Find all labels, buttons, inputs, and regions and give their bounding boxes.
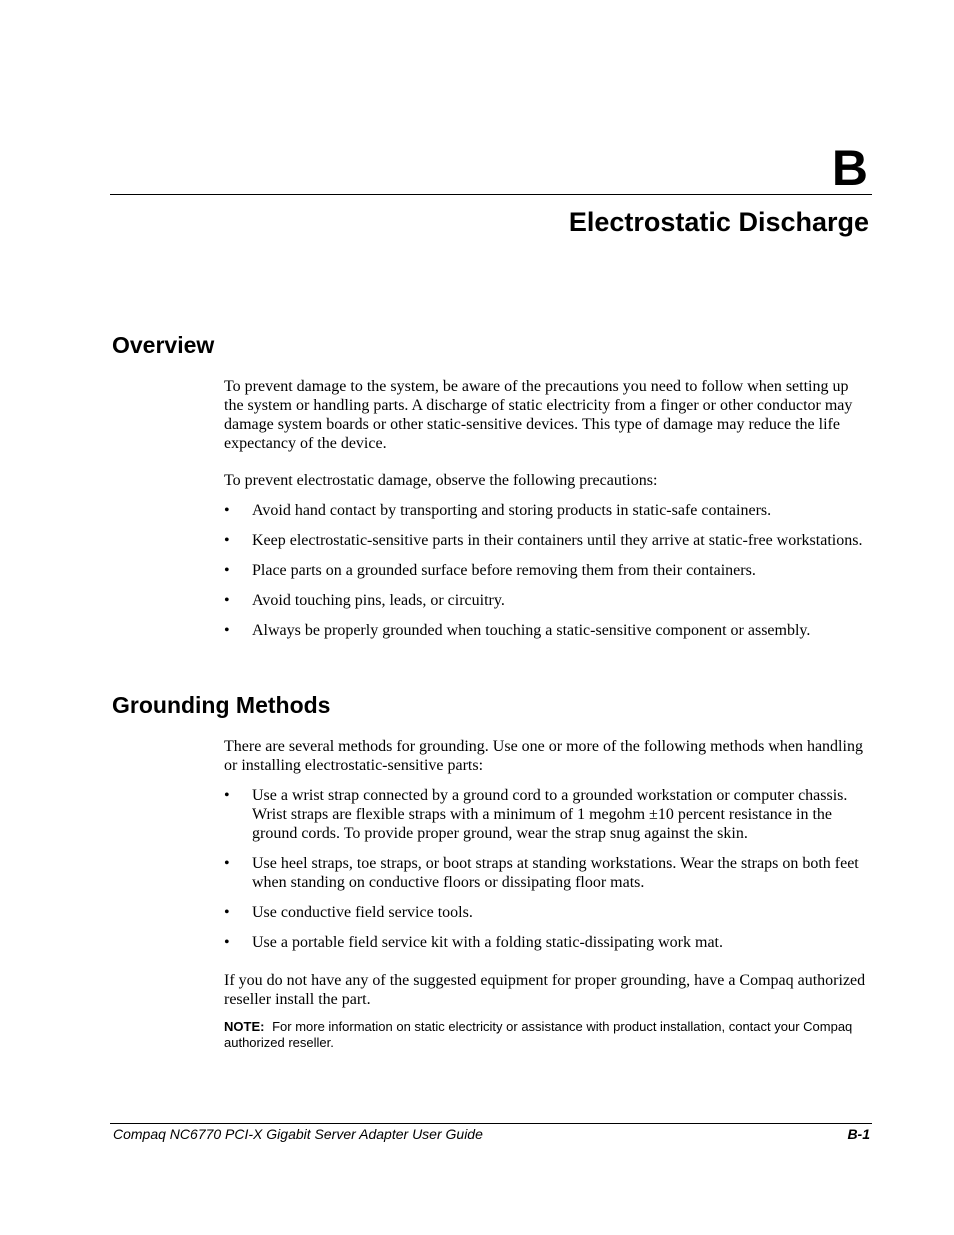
list-item [224, 903, 870, 922]
grounding-methods-heading: Grounding Methods [112, 692, 331, 718]
list-item [224, 933, 870, 952]
chapter-letter: B [831, 140, 868, 196]
bullet-icon: • [224, 787, 230, 804]
bullet-icon: • [224, 934, 230, 951]
list-item-text: Use a portable field service kit with a folding static-dissipating work mat. [252, 934, 723, 951]
list-item-text: Use conductive field service tools. [252, 904, 473, 921]
list-item-text: Use heel straps, toe straps, or boot straps at standing workstations. Wear the straps on both feet when standing on conductive floors or dissipating floor mats. [252, 855, 859, 891]
overview-paragraph: To prevent damage to the system, be aware of the precautions you need to follow when setting up the system or handling parts. A discharge of static electricity from a finger or other conductor may damage system boards or other static-sensitive devices. This type of damage may reduce the life expectancy of the device. [224, 378, 853, 452]
note-label: NOTE: [224, 1019, 265, 1034]
overview-section [224, 377, 870, 651]
list-item-text: Place parts on a grounded surface before removing them from their containers. [252, 562, 756, 579]
overview-heading: Overview [112, 332, 215, 358]
bullet-icon: • [224, 532, 230, 549]
bullet-icon: • [224, 502, 230, 519]
grounding-methods-section [224, 737, 870, 1051]
precautions-list [224, 501, 870, 640]
overview-paragraph: To prevent electrostatic damage, observe the following precautions: [224, 472, 658, 489]
list-item [224, 621, 870, 640]
bullet-icon: • [224, 592, 230, 609]
list-item-text: Use a wrist strap connected by a ground cord to a grounded workstation or computer chassis. Wrist straps are flexible straps with a minimum of 1 megohm ±10 percent resistance in the ground cords. To provide proper ground, wear the strap snug against the skin. [252, 787, 848, 842]
bullet-icon: • [224, 904, 230, 921]
list-item [224, 531, 870, 550]
list-item [224, 591, 870, 610]
bullet-icon: • [224, 622, 230, 639]
list-item-text: Avoid hand contact by transporting and storing products in static-safe containers. [252, 502, 772, 519]
bullet-icon: • [224, 562, 230, 579]
list-item-text: Avoid touching pins, leads, or circuitry. [252, 592, 505, 609]
list-item [224, 786, 870, 843]
grounding-methods-list [224, 786, 870, 952]
list-item [224, 561, 870, 580]
grounding-closing: If you do not have any of the suggested equipment for proper grounding, have a Compaq authorized reseller install the part. [224, 972, 866, 1008]
list-item [224, 501, 870, 520]
list-item-text: Always be properly grounded when touching a static-sensitive component or assembly. [252, 622, 811, 639]
footer-divider [110, 1123, 872, 1124]
bullet-icon: • [224, 855, 230, 872]
note [224, 1019, 870, 1051]
footer-document-title: Compaq NC6770 PCI-X Gigabit Server Adapter User Guide [113, 1126, 483, 1142]
note-text: For more information on static electricity or assistance with product installation, contact your Compaq authorized reseller. [224, 1019, 853, 1050]
list-item-text: Keep electrostatic-sensitive parts in their containers until they arrive at static-free workstations. [252, 532, 863, 549]
page-number: B-1 [847, 1126, 870, 1142]
chapter-divider [110, 194, 872, 195]
chapter-title: Electrostatic Discharge [568, 207, 869, 237]
grounding-intro: There are several methods for grounding. Use one or more of the following methods when handling or installing electrostatic-sensitive parts: [224, 738, 863, 774]
list-item [224, 854, 870, 892]
